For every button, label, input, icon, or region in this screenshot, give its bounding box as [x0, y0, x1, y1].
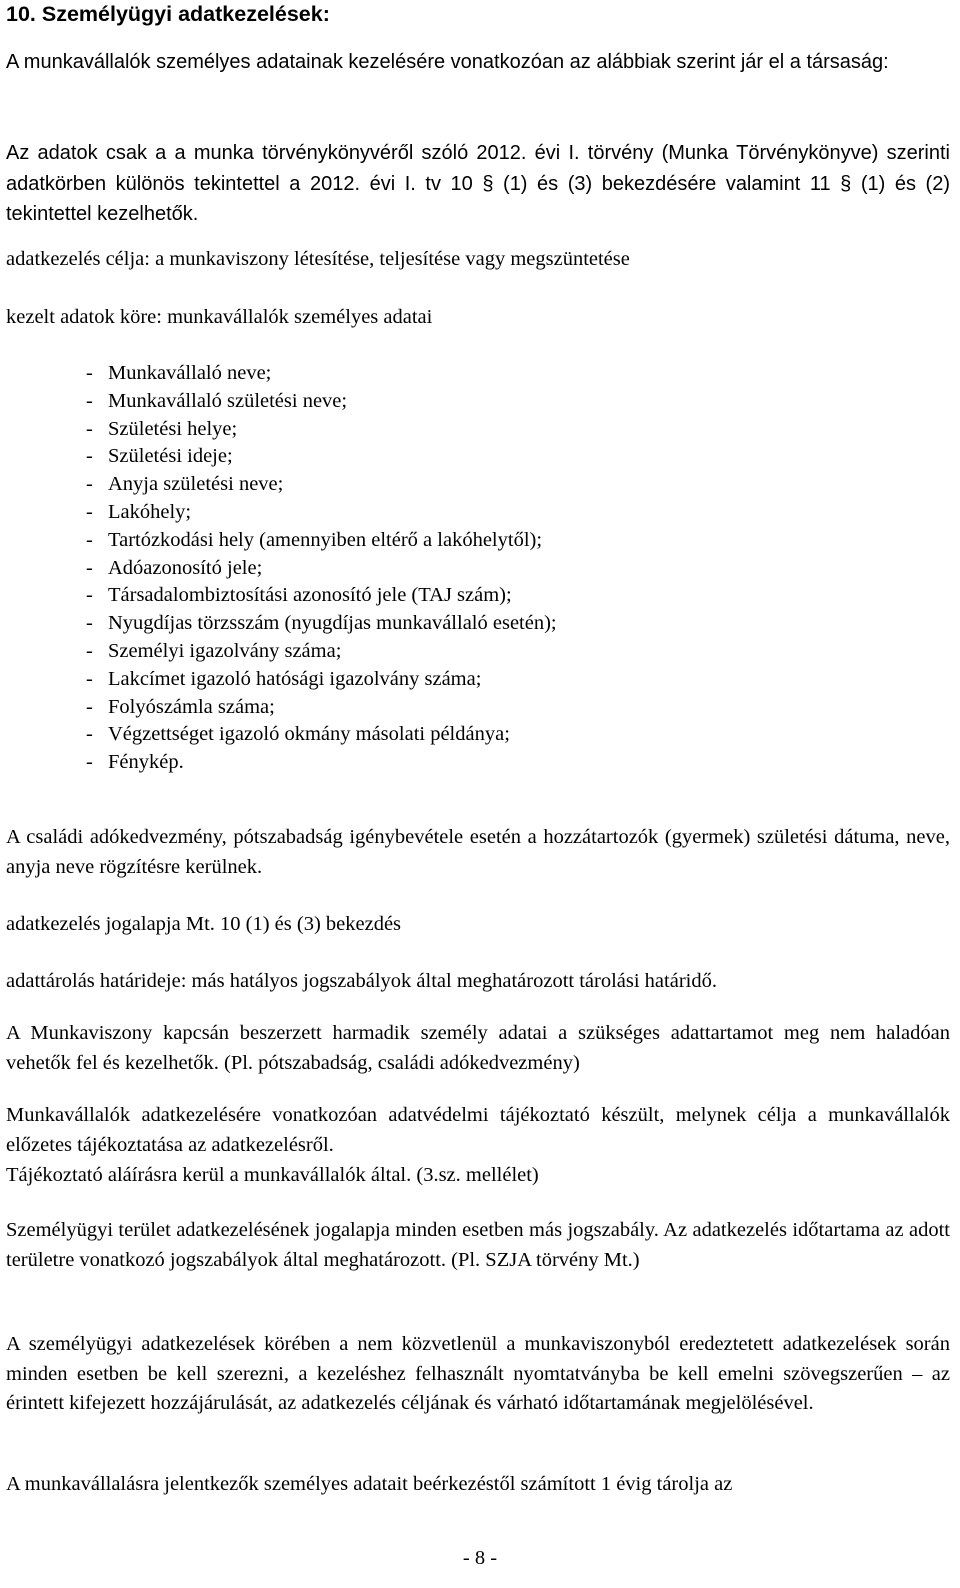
privacy-notice-paragraph: Munkavállalók adatkezelésére vonatkozóan adatvédelmi tájékoztató készült, melynek célja a munkavállalók előzetes tájékoztatása az adatkezelésről.	[6, 1104, 950, 1156]
list-item: - Munkavállaló neve;	[86, 362, 272, 384]
list-item: - Fénykép.	[86, 751, 184, 774]
list-item: - Lakóhely;	[86, 500, 192, 523]
section-heading: 10. Személyügyi adatkezelések:	[6, 2, 330, 26]
third-party-paragraph: A Munkaviszony kapcsán beszerzett harmadik személy adatai a szükséges adattartamot meg nem haladóan vehetők fel és kezelhetők. (Pl. pótszabadság, családi adókedvezmény)	[6, 1022, 950, 1074]
list-item: - Születési ideje;	[86, 445, 233, 468]
hr-legal-basis-paragraph: Személyügyi terület adatkezelésének jogalapja minden esetben más jogszabály. Az adatkezelés időtartama az adott területre vonatkozó jogszabályok által meghatározott. (Pl. SZJA törvény Mt.)	[6, 1219, 950, 1271]
list-item: - Lakcímet igazoló hatósági igazolvány száma;	[86, 667, 482, 690]
retention-line: adattárolás határideje: más hatályos jogszabályok által meghatározott tárolási határidő.	[6, 970, 717, 992]
legal-basis-line: adatkezelés jogalapja Mt. 10 (1) és (3) bekezdés	[6, 913, 402, 935]
list-item: - Munkavállaló születési neve;	[86, 389, 348, 412]
list-item: - Folyószámla száma;	[86, 695, 275, 718]
intro-paragraph-2: Az adatok csak a a munka törvénykönyvéről szóló 2012. évi I. törvény (Munka Törvénykönyve) szerinti adatkörben különös tekintettel a 2012. évi I. tv 10 § (1) és (3) bekezdésére valamint 11 § (1) és (2) tekintettel kezelhetők.	[6, 142, 950, 225]
list-item: - Születési helye;	[86, 417, 238, 440]
list-item: - Személyi igazolvány száma;	[86, 639, 342, 662]
list-item: - Adóazonosító jele;	[86, 556, 263, 579]
list-item: - Anyja születési neve;	[86, 473, 284, 496]
list-item: - Társadalombiztosítási azonosító jele (TAJ szám);	[86, 584, 512, 607]
list-item: - Nyugdíjas törzsszám (nyugdíjas munkavállaló esetén);	[86, 612, 557, 635]
list-item: - Végzettséget igazoló okmány másolati példánya;	[86, 723, 510, 746]
personal-data-list	[86, 360, 557, 777]
purpose-line: adatkezelés célja: a munkaviszony létesítése, teljesítése vagy megszüntetése	[6, 248, 630, 270]
signature-line: Tájékoztató aláírásra kerül a munkavállalók által. (3.sz. mellélet)	[6, 1164, 539, 1186]
page-number: - 8 -	[462, 1547, 498, 1569]
family-allowance-paragraph: A családi adókedvezmény, pótszabadság igénybevétele esetén a hozzátartozók (gyermek) születési dátuma, neve, anyja neve rögzítésre kerülnek.	[6, 826, 950, 878]
list-item: - Tartózkodási hely (amennyiben eltérő a lakóhelytől);	[86, 528, 543, 551]
applicants-paragraph: A munkavállalásra jelentkezők személyes adatait beérkezéstől számított 1 évig tárolja az	[6, 1473, 733, 1495]
intro-paragraph-1: A munkavállalók személyes adatainak kezelésére vonatkozóan az alábbiak szerint jár el a társaság:	[6, 51, 889, 73]
consent-paragraph: A személyügyi adatkezelések körében a nem közvetlenül a munkaviszonyból eredeztetett adatkezelések során minden esetben be kell szerezni, a kezeléshez felhasznált nyomtatványba be kell emelni szövegszerűen – az érintett kifejezett hozzájárulását, az adatkezelés céljának és várható időtartamának megjelölésével.	[6, 1333, 950, 1414]
data-scope-line: kezelt adatok köre: munkavállalók személyes adatai	[6, 306, 433, 328]
